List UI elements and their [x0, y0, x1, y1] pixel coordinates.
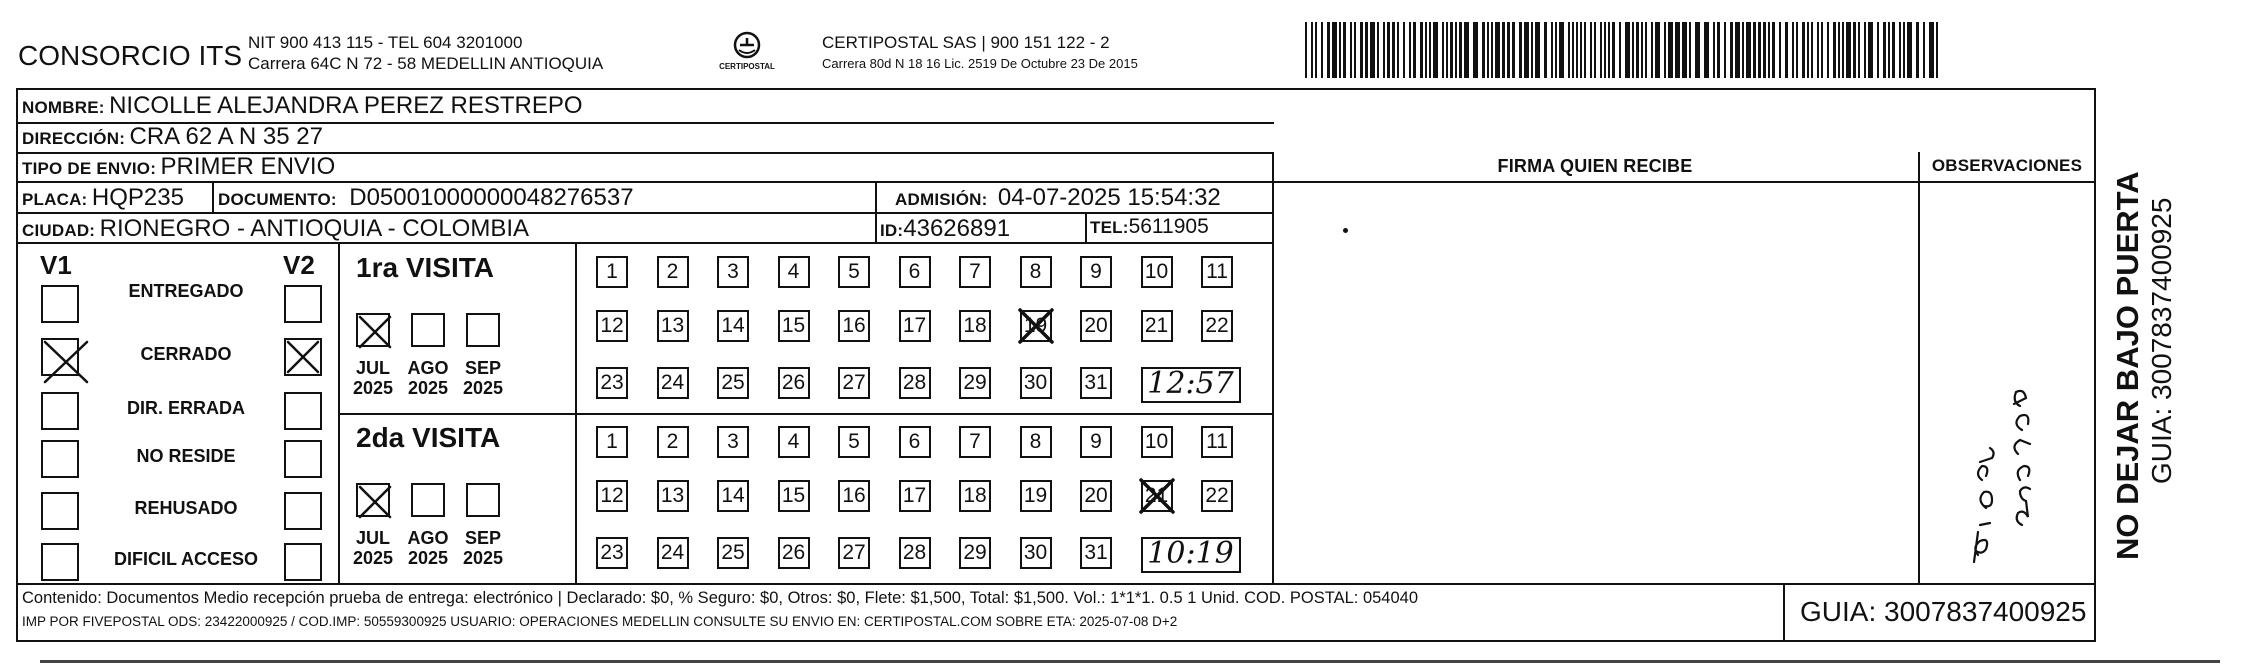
day-box[interactable]: 9: [1080, 426, 1112, 458]
day-box[interactable]: 18: [959, 310, 991, 342]
footer-guia: GUIA: 3007837400925: [1800, 596, 2087, 627]
barcode-bar: [1664, 22, 1666, 78]
day-box[interactable]: 14: [717, 310, 749, 342]
barcode-bar: [1576, 22, 1578, 78]
day-box[interactable]: 1: [596, 426, 628, 458]
month-year: 2025: [462, 548, 504, 568]
tel-cell: [1090, 215, 1209, 239]
barcode-bar: [1420, 22, 1423, 78]
day-box[interactable]: 23: [596, 367, 628, 399]
v1-label: V1: [40, 250, 72, 280]
admision-cell: [895, 184, 1221, 212]
carrier-line: CERTIPOSTAL SAS | 900 151 122 - 2: [822, 33, 1110, 52]
day-box[interactable]: 1: [596, 256, 628, 288]
barcode-bar: [1442, 22, 1444, 78]
logo-text: CERTIPOSTAL: [719, 62, 775, 71]
day-box[interactable]: 13: [657, 310, 689, 342]
direccion-value: CRA 62 A N 35 27: [129, 123, 323, 150]
day-box[interactable]: 25: [717, 367, 749, 399]
day-box[interactable]: 28: [899, 367, 931, 399]
documento-value: D05001000000048276537: [349, 184, 634, 211]
day-box[interactable]: 24: [657, 367, 689, 399]
day-box[interactable]: 12: [596, 310, 628, 342]
status-label: DIFICIL ACCESO: [113, 549, 258, 569]
day-box[interactable]: 9: [1080, 256, 1112, 288]
signature-dot: [1343, 228, 1348, 233]
day-box[interactable]: 26: [778, 537, 810, 569]
barcode-bar: [1742, 22, 1744, 78]
month-year: 2025: [352, 548, 394, 568]
month-checkbox[interactable]: [411, 313, 445, 347]
barcode-bar: [1332, 22, 1337, 78]
day-box[interactable]: 29: [959, 367, 991, 399]
barcode-bar: [1555, 22, 1557, 78]
day-box[interactable]: 8: [1020, 256, 1052, 288]
day-box[interactable]: 26: [778, 367, 810, 399]
barcode-bar: [1704, 22, 1709, 78]
barcode-bar: [1936, 22, 1938, 78]
day-box[interactable]: 7: [959, 256, 991, 288]
barcode-bar: [1327, 22, 1330, 78]
barcode-bar: [1907, 22, 1912, 78]
barcode-bar: [1842, 22, 1844, 78]
barcode-bar: [1682, 22, 1687, 78]
id-value: 43626891: [903, 215, 1011, 242]
day-box[interactable]: 22: [1201, 310, 1233, 342]
month-name: SEP: [464, 358, 502, 378]
side-guia: GUIA: 3007837400925: [2146, 197, 2177, 484]
barcode-bar: [1535, 22, 1540, 78]
side-warning: NO DEJAR BAJO PUERTA: [2110, 171, 2145, 560]
day-box[interactable]: 13: [657, 480, 689, 512]
month-label: [348, 528, 398, 568]
visit-title: 2da VISITA: [356, 422, 501, 453]
barcode-bar: [1429, 22, 1431, 78]
month-label: [348, 358, 398, 398]
barcode-bar: [1612, 22, 1615, 78]
month-checkbox[interactable]: [411, 483, 445, 517]
barcode-bar: [1768, 22, 1770, 78]
barcode-bar: [1305, 22, 1307, 78]
carrier-license-line: Carrera 80d N 18 16 Lic. 2519 De Octubre 23 De 2015: [822, 56, 1138, 71]
barcode-bar: [1864, 22, 1866, 78]
month-year: 2025: [462, 378, 504, 398]
barcode-bar: [1568, 22, 1570, 78]
documento-cell: [218, 184, 634, 212]
ciudad-label: CIUDAD:: [22, 221, 96, 240]
barcode-bar: [1877, 22, 1879, 78]
certipostal-logo: [712, 30, 782, 76]
barcode-bar: [1572, 22, 1574, 78]
barcode-bar: [1383, 22, 1385, 78]
month-label: [458, 528, 508, 568]
day-box[interactable]: 14: [717, 480, 749, 512]
barcode-bar: [1675, 22, 1680, 78]
tipo-envio-value: PRIMER ENVIO: [160, 153, 336, 180]
barcode: [1305, 22, 1943, 78]
barcode-bar: [1315, 22, 1317, 78]
day-box[interactable]: 2: [657, 426, 689, 458]
barcode-bar: [1753, 22, 1756, 78]
v2-label: V2: [283, 250, 315, 280]
day-box[interactable]: 10: [1141, 426, 1173, 458]
day-box[interactable]: 4: [778, 426, 810, 458]
barcode-bar: [1360, 22, 1363, 78]
ciudad-value: RIONEGRO - ANTIOQUIA - COLOMBIA: [99, 215, 530, 242]
barcode-bar: [1544, 22, 1547, 78]
barcode-bar: [1853, 22, 1856, 78]
day-x-mark: [1018, 308, 1054, 349]
day-box[interactable]: 31: [1080, 367, 1112, 399]
month-label: [403, 528, 453, 568]
day-box[interactable]: 3: [717, 256, 749, 288]
documento-label: DOCUMENTO:: [218, 190, 337, 209]
day-box[interactable]: 22: [1201, 480, 1233, 512]
day-box[interactable]: 31: [1080, 537, 1112, 569]
barcode-bar: [1491, 22, 1493, 78]
barcode-bar: [1459, 22, 1462, 78]
barcode-bar: [1821, 22, 1823, 78]
barcode-bar: [1590, 22, 1592, 78]
month-name: SEP: [464, 528, 502, 548]
month-label: [458, 358, 508, 398]
barcode-bar: [1846, 22, 1851, 78]
placa-value: HQP235: [91, 184, 184, 211]
barcode-bar: [1531, 22, 1533, 78]
admision-label: ADMISIÓN:: [895, 190, 988, 209]
v2-checkbox[interactable]: [284, 492, 322, 530]
barcode-bar: [1311, 22, 1313, 78]
barcode-bar: [1785, 22, 1788, 78]
barcode-bar: [1524, 22, 1529, 78]
barcode-bar: [1763, 22, 1766, 78]
scan-edge: [40, 660, 2220, 663]
day-box[interactable]: 12: [596, 480, 628, 512]
barcode-bar: [1668, 22, 1673, 78]
placa-label: PLACA:: [22, 190, 88, 209]
day-box[interactable]: 29: [959, 537, 991, 569]
barcode-bar: [1350, 22, 1352, 78]
barcode-bar: [1482, 22, 1485, 78]
barcode-bar: [1594, 22, 1596, 78]
direccion-label: DIRECCIÓN:: [22, 129, 126, 148]
barcode-bar: [1695, 22, 1700, 78]
company-name: CONSORCIO ITS: [18, 40, 243, 71]
barcode-bar: [1392, 22, 1395, 78]
firma-header: FIRMA QUIEN RECIBE: [1497, 156, 1693, 176]
day-box[interactable]: 2: [657, 256, 689, 288]
day-box[interactable]: 21: [1141, 480, 1173, 512]
observaciones-header: OBSERVACIONES: [1931, 156, 2083, 175]
barcode-bar: [1923, 22, 1925, 78]
barcode-bar: [1689, 22, 1691, 78]
nombre-row: [22, 92, 583, 120]
barcode-bar: [1811, 22, 1813, 78]
barcode-bar: [1817, 22, 1819, 78]
day-box[interactable]: 24: [657, 537, 689, 569]
ciudad-cell: [22, 215, 529, 243]
month-checkbox[interactable]: [356, 483, 390, 517]
tel-value: 5611905: [1128, 215, 1209, 238]
day-box[interactable]: 17: [899, 480, 931, 512]
tipo-envio-label: TIPO DE ENVIO:: [22, 159, 157, 178]
company-address-line: Carrera 64C N 72 - 58 MEDELLIN ANTIOQUIA: [248, 54, 604, 73]
barcode-bar: [1551, 22, 1553, 78]
barcode-bar: [1916, 22, 1919, 78]
barcode-bar: [1833, 22, 1836, 78]
barcode-bar: [1413, 22, 1416, 78]
day-box[interactable]: 28: [899, 537, 931, 569]
barcode-bar: [1827, 22, 1829, 78]
v2-checkbox[interactable]: [284, 440, 322, 478]
barcode-bar: [1339, 22, 1341, 78]
barcode-bar: [1433, 22, 1438, 78]
barcode-bar: [1495, 22, 1500, 78]
barcode-bar: [1655, 22, 1660, 78]
barcode-bar: [1792, 22, 1794, 78]
barcode-bar: [1377, 22, 1379, 78]
day-box[interactable]: 3: [717, 426, 749, 458]
barcode-bar: [1608, 22, 1610, 78]
month-checkbox[interactable]: [466, 313, 500, 347]
footer-print-line: IMP POR FIVEPOSTAL ODS: 23422000925 / COD.IMP: 50559300925 USUARIO: OPERACIONES MEDELLIN CONSULTE SU ENVIO EN: CERTIPOSTAL.COM SOBRE ETA: 2025-07-08 D+2: [22, 614, 1178, 629]
barcode-bar: [1717, 22, 1720, 78]
barcode-bar: [1365, 22, 1368, 78]
day-box[interactable]: 5: [838, 426, 870, 458]
barcode-bar: [1758, 22, 1761, 78]
barcode-bar: [1632, 22, 1634, 78]
barcode-bar: [1868, 22, 1873, 78]
day-box[interactable]: 30: [1020, 367, 1052, 399]
barcode-bar: [1519, 22, 1522, 78]
barcode-bar: [1899, 22, 1901, 78]
v2-checkbox[interactable]: [284, 338, 322, 376]
visit-time[interactable]: 10:19: [1141, 537, 1241, 573]
barcode-bar: [1507, 22, 1510, 78]
barcode-bar: [1779, 22, 1781, 78]
barcode-bar: [1464, 22, 1469, 78]
id-label: ID:: [880, 221, 904, 240]
status-label: ENTREGADO: [128, 281, 244, 301]
barcode-bar: [1888, 22, 1890, 78]
barcode-bar: [1387, 22, 1390, 78]
footer-content-line: Contenido: Documentos Medio recepción prueba de entrega: electrónico | Declarado: $0, % Seguro: $0, Otros: $0, Flete: $1,500, Total: $1,500. Vol.: 1*1*1. 0.5 1 Unid. COD. POSTAL: 054040: [22, 589, 1419, 607]
day-box[interactable]: 27: [838, 537, 870, 569]
status-label: REHUSADO: [134, 498, 238, 518]
v1-checkbox[interactable]: [41, 492, 79, 530]
barcode-bar: [1600, 22, 1602, 78]
barcode-bar: [1838, 22, 1840, 78]
nombre-value: NICOLLE ALEJANDRA PEREZ RESTREPO: [109, 92, 583, 119]
barcode-bar: [1425, 22, 1427, 78]
barcode-bar: [1730, 22, 1733, 78]
day-box[interactable]: 11: [1201, 426, 1233, 458]
month-year: 2025: [352, 378, 394, 398]
month-year: 2025: [407, 378, 449, 398]
barcode-bar: [1354, 22, 1356, 78]
barcode-bar: [1903, 22, 1905, 78]
month-checkbox[interactable]: [356, 313, 390, 347]
company-nit-line: NIT 900 413 115 - TEL 604 3201000: [248, 33, 523, 52]
barcode-bar: [1473, 22, 1478, 78]
status-label: CERRADO: [140, 344, 232, 364]
barcode-bar: [1713, 22, 1715, 78]
day-box[interactable]: 19: [1020, 480, 1052, 512]
barcode-bar: [1580, 22, 1582, 78]
day-box[interactable]: 8: [1020, 426, 1052, 458]
barcode-bar: [1746, 22, 1751, 78]
admision-value: 04-07-2025 15:54:32: [997, 184, 1221, 211]
barcode-bar: [1512, 22, 1515, 78]
barcode-bar: [1735, 22, 1740, 78]
barcode-bar: [1883, 22, 1886, 78]
visit-title: 1ra VISITA: [356, 252, 494, 283]
barcode-bar: [1487, 22, 1489, 78]
barcode-bar: [1446, 22, 1448, 78]
day-box[interactable]: 15: [778, 480, 810, 512]
day-box[interactable]: 5: [838, 256, 870, 288]
day-box[interactable]: 11: [1201, 256, 1233, 288]
id-cell: [880, 215, 1010, 243]
barcode-bar: [1397, 22, 1399, 78]
barcode-bar: [1455, 22, 1457, 78]
day-box[interactable]: 23: [596, 537, 628, 569]
day-box[interactable]: 17: [899, 310, 931, 342]
barcode-bar: [1807, 22, 1809, 78]
barcode-bar: [1370, 22, 1375, 78]
month-name: JUL: [355, 358, 390, 378]
barcode-bar: [1604, 22, 1606, 78]
month-label: [403, 358, 453, 398]
v2-checkbox[interactable]: [284, 392, 322, 430]
barcode-bar: [1619, 22, 1621, 78]
barcode-bar: [1584, 22, 1586, 78]
day-box[interactable]: 20: [1080, 480, 1112, 512]
barcode-bar: [1636, 22, 1639, 78]
day-box[interactable]: 20: [1080, 310, 1112, 342]
nombre-label: NOMBRE:: [22, 98, 105, 117]
day-box[interactable]: 7: [959, 426, 991, 458]
barcode-bar: [1403, 22, 1405, 78]
day-box[interactable]: 27: [838, 367, 870, 399]
v1-checkbox[interactable]: [41, 285, 79, 323]
barcode-bar: [1559, 22, 1564, 78]
barcode-bar: [1929, 22, 1934, 78]
barcode-bar: [1321, 22, 1323, 78]
barcode-bar: [1343, 22, 1346, 78]
observaciones-handwriting: [1950, 330, 2080, 570]
tipo-envio-row: [22, 153, 335, 181]
v1-checkbox[interactable]: [41, 440, 79, 478]
day-box[interactable]: 19: [1020, 310, 1052, 342]
direccion-row: [22, 123, 323, 151]
barcode-bar: [1796, 22, 1798, 78]
day-box[interactable]: 4: [778, 256, 810, 288]
day-box[interactable]: 18: [959, 480, 991, 512]
month-name: AGO: [407, 358, 449, 378]
day-box[interactable]: 30: [1020, 537, 1052, 569]
v2-checkbox[interactable]: [284, 285, 322, 323]
v1-checkbox[interactable]: [41, 392, 79, 430]
barcode-bar: [1724, 22, 1726, 78]
day-box[interactable]: 16: [838, 480, 870, 512]
v2-checkbox[interactable]: [284, 543, 322, 581]
day-box[interactable]: 16: [838, 310, 870, 342]
day-x-mark: [1139, 478, 1175, 519]
status-label: NO RESIDE: [136, 446, 236, 466]
month-year: 2025: [407, 548, 449, 568]
barcode-bar: [1409, 22, 1411, 78]
barcode-bar: [1502, 22, 1505, 78]
barcode-bar: [1651, 22, 1653, 78]
day-box[interactable]: 6: [899, 256, 931, 288]
v1-checkbox[interactable]: [41, 543, 79, 581]
status-label: DIR. ERRADA: [126, 398, 245, 418]
barcode-bar: [1641, 22, 1643, 78]
v1-checkbox[interactable]: [41, 338, 79, 376]
day-box[interactable]: 6: [899, 426, 931, 458]
barcode-bar: [1892, 22, 1895, 78]
month-name: JUL: [355, 528, 390, 548]
day-box[interactable]: 21: [1141, 310, 1173, 342]
month-name: AGO: [407, 528, 449, 548]
barcode-bar: [1625, 22, 1630, 78]
day-box[interactable]: 15: [778, 310, 810, 342]
day-box[interactable]: 25: [717, 537, 749, 569]
barcode-bar: [1772, 22, 1775, 78]
visit-time[interactable]: 12:57: [1141, 367, 1241, 403]
placa-cell: [22, 184, 184, 212]
day-box[interactable]: 10: [1141, 256, 1173, 288]
month-checkbox[interactable]: [466, 483, 500, 517]
barcode-bar: [1858, 22, 1860, 78]
barcode-bar: [1645, 22, 1647, 78]
barcode-bar: [1802, 22, 1805, 78]
tel-label: TEL:: [1090, 218, 1129, 237]
barcode-bar: [1450, 22, 1453, 78]
